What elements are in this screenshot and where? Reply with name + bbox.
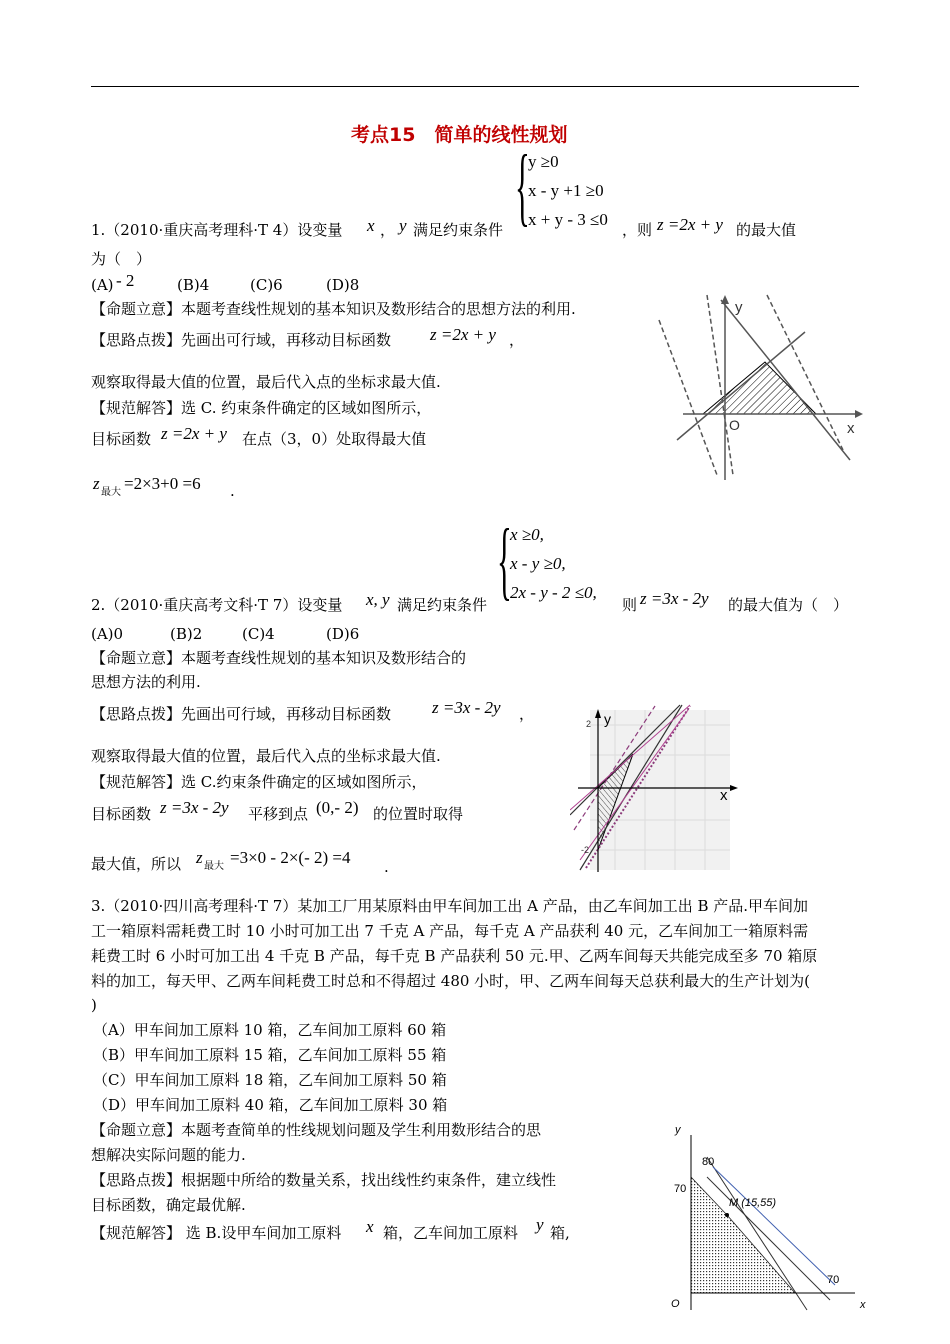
p3-option-b: （B）甲车间加工原料 15 箱，乙车间加工原料 55 箱 — [93, 1046, 447, 1064]
p2-stem-c: 的最大值为（ ） — [728, 596, 849, 614]
p3-solution-a: 【规范解答】 选 B.设甲车间加工原料 — [91, 1224, 342, 1242]
p3-option-d: （D）甲车间加工原料 40 箱，乙车间加工原料 30 箱 — [93, 1096, 448, 1114]
p2-stem-a: 2.（2010·重庆高考文科·T 7）设变量 — [91, 596, 343, 614]
p1-hint-a: 【思路点拨】先画出可行域，再移动目标函数 — [91, 331, 392, 349]
p1-constraint-2: x - y +1 ≥0 — [528, 181, 604, 200]
p2-solution-point: (0,- 2) — [316, 798, 359, 817]
p1-objective: z =2x + y — [657, 215, 723, 234]
p1-var-y: y — [399, 216, 407, 235]
p1-dashed-line-2 — [707, 295, 733, 475]
p2-solution-objective: z =3x - 2y — [160, 798, 229, 817]
p3-intent-2: 想解决实际问题的能力. — [91, 1146, 246, 1164]
p3-solution-y: y — [536, 1215, 544, 1234]
p2-brace: { — [497, 512, 512, 609]
p3-feasible-region — [691, 1177, 795, 1293]
p2-hint-b: 观察取得最大值的位置，最后代入点的坐标求最大值. — [91, 747, 441, 765]
p2-hint-objective: z =3x - 2y — [432, 698, 501, 717]
p2-solution-c: 平移到点 — [248, 805, 309, 823]
p1-dashed-line-1 — [659, 320, 717, 475]
p1-stem-a: 1.（2010·重庆高考理科·T 4）设变量 — [91, 221, 343, 239]
p3-option-c: （C）甲车间加工原料 18 箱，乙车间加工原料 50 箱 — [93, 1071, 447, 1089]
p2-tick-2: 2 — [586, 719, 592, 729]
p1-zmax-z: z — [93, 474, 100, 493]
p1-stem-b: 满足约束条件 — [413, 221, 504, 239]
p1-option-c: (C)6 — [250, 276, 283, 294]
p2-solution-d: 的位置时取得 — [373, 805, 464, 823]
p2-constraint-3: 2x - y - 2 ≤0, — [510, 583, 597, 602]
p1-origin-label: O — [729, 417, 740, 433]
p2-solution-a: 【规范解答】选 C.约束条件确定的区域如图所示， — [91, 773, 427, 791]
p3-hint-2: 目标函数，确定最优解. — [91, 1196, 246, 1214]
p1-solution-a: 【规范解答】选 C. 约束条件确定的区域如图所示， — [91, 399, 432, 417]
p2-hint-end: ， — [519, 705, 535, 723]
p1-hint-end: ， — [509, 331, 525, 349]
p2-constraint-1: x ≥0, — [510, 525, 544, 544]
p2-zmax-z: z — [196, 848, 203, 867]
p2-stem-b: 满足约束条件 — [397, 596, 488, 614]
p1-constraint-3: x + y - 3 ≤0 — [528, 210, 608, 229]
p1-option-a-value: - 2 — [116, 271, 135, 290]
p2-period: . — [384, 858, 389, 876]
p1-stem-c: 的最大值 — [736, 221, 797, 239]
p3-stem-3: 耗费工时 6 小时可加工出 4 千克 B 产品，每千克 B 产品获利 50 元.甲、乙两车间每天共能完成至多 70 箱原 — [91, 947, 818, 965]
p1-brace: { — [515, 138, 530, 235]
p1-zmax-expr: =2×3+0 =6 — [124, 474, 201, 493]
p1-option-d: (D)8 — [326, 276, 360, 294]
p2-objective: z =3x - 2y — [640, 589, 709, 608]
p3-graph — [655, 1115, 870, 1315]
p3-tick-70-y: 70 — [674, 1183, 687, 1195]
p1-dashed-line-3 — [767, 295, 843, 450]
p3-stem-1: 3.（2010·四川高考理科·T 7）某加工厂用某原料由甲车间加工出 A 产品，由乙车间加工出 B 产品.甲车间加 — [91, 897, 809, 915]
p1-solution-b: 目标函数 — [91, 430, 152, 448]
p3-solution-b: 箱，乙车间加工原料 — [383, 1224, 519, 1242]
p3-tick-70-x: 70 — [827, 1274, 840, 1286]
p3-point-label: M (15,55) — [729, 1197, 777, 1209]
p1-var-x: x — [367, 216, 375, 235]
p3-origin-label: O — [671, 1298, 680, 1310]
p2-y-label: y — [604, 711, 611, 727]
p1-stem-d: 为（ ） — [91, 250, 152, 268]
p1-hint-objective: z =2x + y — [430, 325, 496, 344]
p1-option-a: (A) — [91, 276, 114, 294]
p1-x-arrow — [855, 410, 863, 418]
p2-option-c: (C)4 — [242, 625, 275, 643]
p1-solution-objective: z =2x + y — [161, 424, 227, 443]
p1-then: ，则 — [622, 221, 653, 239]
p2-intent-1: 【命题立意】本题考查线性规划的基本知识及数形结合的 — [91, 649, 467, 667]
p3-y-label: y — [675, 1124, 681, 1136]
p2-option-b: (B)2 — [170, 625, 203, 643]
p2-hint-a: 【思路点拨】先画出可行域，再移动目标函数 — [91, 705, 392, 723]
p3-stem-2: 工一箱原料需耗费工时 10 小时可加工出 7 千克 A 产品，每千克 A 产品获利 40 元，乙车间加工一箱原料需 — [91, 922, 809, 940]
p1-hint-b: 观察取得最大值的位置，最后代入点的坐标求最大值. — [91, 373, 441, 391]
p1-period: . — [230, 482, 235, 500]
p2-graph — [570, 700, 745, 875]
p2-constraint-2: x - y ≥0, — [510, 554, 566, 573]
p3-point-m — [725, 1213, 729, 1217]
p2-vars: x, y — [366, 590, 390, 609]
p2-tick-neg2: -2 — [581, 845, 590, 855]
p2-x-arrow — [730, 785, 738, 791]
p3-x-label: x — [860, 1299, 866, 1311]
p1-y-label: y — [735, 299, 743, 316]
p2-zmax-sub: 最大 — [204, 861, 224, 872]
p1-option-b: (B)4 — [177, 276, 210, 294]
p3-stem-5: ) — [91, 996, 97, 1014]
p2-solution-e: 最大值，所以 — [91, 855, 182, 873]
p2-option-d: (D)6 — [326, 625, 360, 643]
page-title: 考点15 简单的线性规划 — [351, 124, 568, 146]
p2-option-a: (A)0 — [91, 625, 124, 643]
p3-tick-80: 80 — [702, 1156, 715, 1168]
p1-comma: ， — [380, 221, 396, 239]
p1-y-arrow — [721, 295, 729, 304]
p1-graph — [655, 290, 865, 486]
p3-option-a: （A）甲车间加工原料 10 箱，乙车间加工原料 60 箱 — [93, 1021, 447, 1039]
p3-solution-x: x — [366, 1217, 374, 1236]
p3-hint-1: 【思路点拨】根据题中所给的数量关系，找出线性约束条件，建立线性 — [91, 1171, 557, 1189]
p1-zmax-sub: 最大 — [101, 487, 121, 498]
p1-solution-c: 在点（3，0）处取得最大值 — [242, 430, 427, 448]
p3-solution-c: 箱, — [550, 1224, 570, 1242]
p2-intent-2: 思想方法的利用. — [91, 673, 201, 691]
p1-line-x-y-3 — [721, 300, 850, 460]
p2-then: 则 — [622, 596, 638, 614]
p2-x-label: x — [720, 787, 728, 804]
header-rule — [91, 86, 859, 87]
p3-stem-4: 料的加工，每天甲、乙两车间耗费工时总和不得超过 480 小时，甲、乙两车间每天总获利最大的生产计划为( — [91, 972, 811, 990]
p3-intent-1: 【命题立意】本题考查简单的性线规划问题及学生利用数形结合的思 — [91, 1121, 542, 1139]
p1-constraint-1: y ≥0 — [528, 152, 559, 171]
p2-solution-b: 目标函数 — [91, 805, 152, 823]
p2-zmax-expr: =3×0 - 2×(- 2) =4 — [230, 848, 351, 867]
p1-x-label: x — [847, 420, 855, 437]
p1-intent: 【命题立意】本题考查线性规划的基本知识及数形结合的思想方法的利用. — [91, 300, 576, 318]
